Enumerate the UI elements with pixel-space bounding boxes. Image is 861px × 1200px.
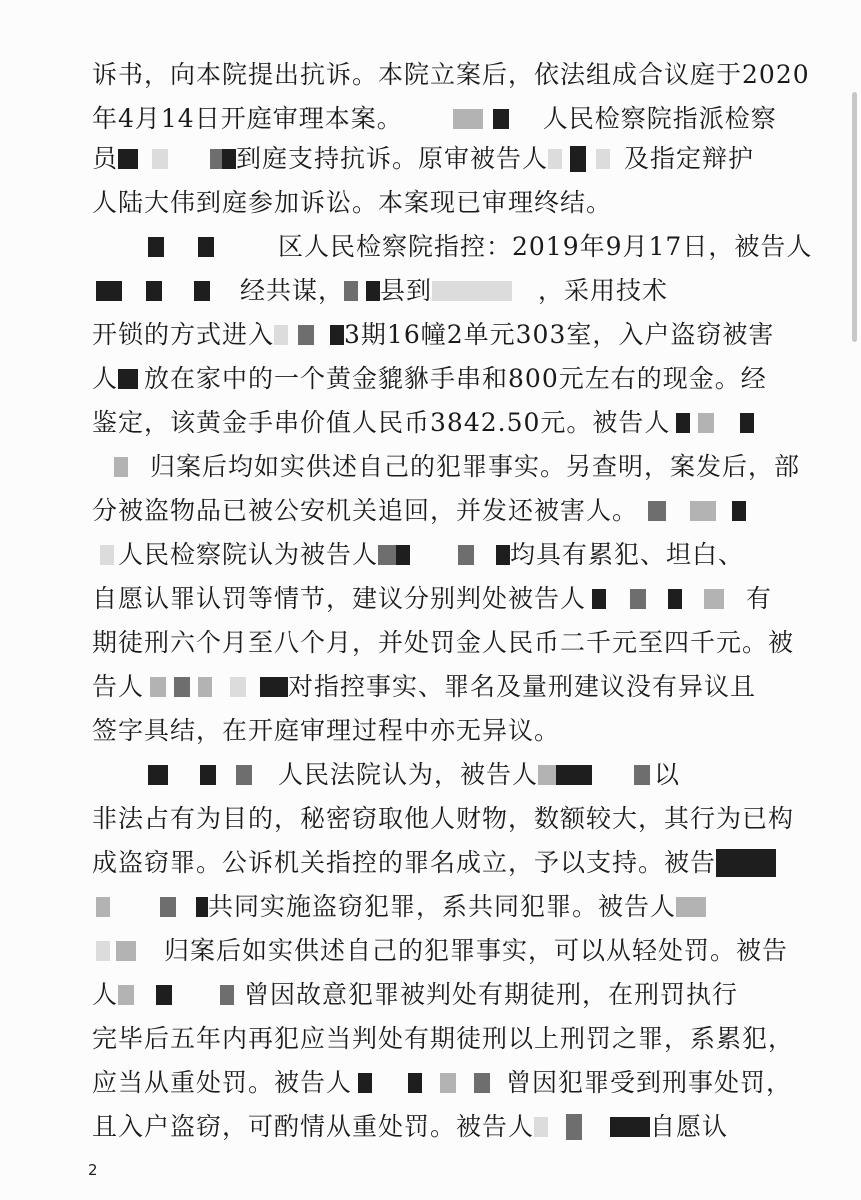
redaction-mark	[146, 281, 162, 301]
redaction-mark	[198, 677, 212, 697]
text-line	[92, 140, 754, 178]
redaction-mark	[344, 281, 358, 301]
redaction-mark	[260, 677, 288, 697]
text-segment: 开锁的方式进入	[92, 320, 275, 349]
text-segment: 非法占有为目的，秘密窃取他人财物，数额较大，其行为已构	[92, 804, 795, 833]
text-line	[148, 228, 812, 266]
text-segment: 归案后如实供述自己的犯罪事实，可以从轻处罚。被告	[164, 936, 789, 965]
redaction-mark	[690, 501, 716, 521]
redaction-mark	[704, 589, 724, 609]
text-segment: 人民检察院认为被告人	[118, 540, 379, 569]
redaction-mark	[358, 1073, 372, 1093]
text-segment: 员	[92, 144, 119, 173]
text-line	[96, 888, 706, 926]
redaction-mark	[566, 1114, 582, 1140]
redaction-mark	[152, 149, 168, 169]
text-line	[96, 932, 788, 970]
text-segment: 人	[92, 980, 119, 1009]
text-segment: 对指控事实、罪名及量刑建议没有异议且	[288, 672, 757, 701]
redaction-mark	[732, 501, 746, 521]
text-segment: 县到	[380, 276, 433, 305]
redaction-mark	[440, 1073, 456, 1093]
redaction-mark	[630, 589, 646, 609]
redaction-mark	[556, 765, 592, 785]
text-line	[92, 844, 776, 882]
text-segment: 成盗窃罪。公诉机关指控的罪名成立，予以支持。被告	[92, 848, 717, 877]
text-segment: 归案后均如实供述自己的犯罪事实。另查明，案发后，部	[150, 452, 801, 481]
text-segment: 曾因犯罪受到刑事处罚，	[506, 1068, 793, 1097]
redaction-mark	[634, 765, 650, 785]
text-segment: 完毕后五年内再犯应当判处有期徒刑以上刑罚之罪，系累犯，	[92, 1024, 795, 1053]
redaction-mark	[548, 149, 562, 169]
redaction-mark	[298, 325, 314, 345]
text-segment: 且入户盗窃，可酌情从重处罚。被告人	[92, 1112, 535, 1141]
text-line	[92, 712, 560, 750]
redaction-mark	[534, 1117, 548, 1137]
redaction-mark	[716, 849, 776, 877]
redaction-mark	[648, 501, 666, 521]
text-segment: 分被盗物品已被公安机关追回，并发还被害人。	[92, 496, 639, 525]
redaction-mark	[698, 413, 714, 433]
redaction-mark	[96, 941, 110, 961]
redaction-mark	[570, 146, 586, 172]
text-line	[92, 404, 754, 442]
redaction-mark	[453, 109, 483, 129]
redaction-mark	[198, 237, 214, 257]
redaction-mark	[118, 369, 138, 389]
text-line	[148, 756, 680, 794]
text-segment: 人民法院认为，被告人	[278, 760, 539, 789]
text-line	[92, 1064, 792, 1102]
redaction-mark	[676, 413, 690, 433]
text-segment: 曾因故意犯罪被判处有期徒刑，在刑罚执行	[244, 980, 739, 1009]
redaction-mark	[210, 149, 222, 169]
redaction-mark	[118, 985, 134, 1005]
text-segment: 经共谋，	[240, 276, 345, 305]
redaction-mark	[220, 985, 234, 1005]
text-line	[92, 1020, 794, 1058]
redaction-mark	[496, 545, 510, 565]
text-line	[114, 448, 800, 486]
text-segment: 3期16幢2单元303室，入户盗窃被害	[344, 320, 775, 349]
redaction-mark	[96, 897, 110, 917]
redaction-mark	[493, 109, 509, 129]
text-segment: ，采用技术	[538, 276, 669, 305]
redaction-mark	[194, 281, 210, 301]
text-line	[100, 536, 744, 574]
redaction-mark	[150, 677, 166, 697]
redaction-mark	[222, 149, 236, 169]
text-segment: 人	[92, 364, 119, 393]
text-segment: 区人民检察院指控：2019年9月17日，被告人	[278, 232, 813, 261]
redaction-mark	[196, 897, 208, 917]
redaction-mark	[408, 1073, 422, 1093]
page-number: 2	[88, 1161, 98, 1179]
text-segment: 及指定辩护	[624, 144, 755, 173]
text-line	[92, 316, 774, 354]
redaction-mark	[96, 281, 122, 301]
redaction-mark	[458, 545, 474, 565]
redaction-mark	[118, 149, 138, 169]
text-line	[92, 624, 794, 662]
text-segment: 均具有累犯、坦白、	[510, 540, 745, 569]
text-line	[92, 492, 746, 530]
text-segment: 自愿认	[650, 1112, 729, 1141]
redaction-mark	[148, 237, 164, 257]
redaction-mark	[676, 897, 706, 917]
redaction-mark	[236, 765, 252, 785]
text-line	[92, 976, 738, 1014]
redaction-mark	[200, 765, 216, 785]
text-segment: 诉书，向本院提出抗诉。本院立案后，依法组成合议庭于2020	[92, 60, 810, 89]
redaction-mark	[148, 765, 168, 785]
redaction-mark	[396, 545, 410, 565]
text-segment: 放在家中的一个黄金貔貅手串和800元左右的现金。经	[144, 364, 767, 393]
text-segment: 人陆大伟到庭参加诉讼。本案现已审理终结。	[92, 188, 613, 217]
redaction-mark	[592, 589, 606, 609]
redaction-mark	[230, 677, 246, 697]
text-line	[92, 360, 767, 398]
text-segment: 到庭支持抗诉。原审被告人	[236, 144, 549, 173]
redaction-mark	[538, 765, 556, 785]
redaction-mark	[100, 545, 114, 565]
redaction-mark	[274, 325, 288, 345]
text-segment: 以	[654, 760, 681, 789]
redaction-mark	[174, 677, 190, 697]
text-segment: 自愿认罪认罚等情节，建议分别判处被告人	[92, 584, 587, 613]
text-line	[92, 100, 777, 138]
text-segment: 共同实施盗窃犯罪，系共同犯罪。被告人	[208, 892, 677, 921]
text-line	[92, 668, 756, 706]
redaction-mark	[610, 1117, 650, 1137]
text-segment: 鉴定，该黄金手串价值人民币3842.50元。被告人	[92, 408, 671, 437]
redaction-mark	[116, 941, 136, 961]
redaction-mark	[330, 325, 344, 345]
text-line	[96, 272, 668, 310]
redaction-mark	[668, 589, 682, 609]
redaction-mark	[114, 457, 128, 477]
text-line	[92, 56, 810, 94]
text-line	[92, 800, 794, 838]
text-segment: 期徒刑六个月至八个月，并处罚金人民币二千元至四千元。被	[92, 628, 795, 657]
text-segment: 应当从重处罚。被告人	[92, 1068, 353, 1097]
text-segment: 人民检察院指派检察	[542, 104, 777, 133]
scrollbar[interactable]	[852, 92, 857, 342]
text-segment: 有	[746, 584, 773, 613]
redaction-mark	[156, 985, 172, 1005]
redaction-mark	[740, 413, 754, 433]
redaction-mark	[432, 281, 512, 301]
text-line	[92, 184, 612, 222]
redaction-mark	[474, 1073, 490, 1093]
text-segment: 签字具结，在开庭审理过程中亦无异议。	[92, 716, 561, 745]
text-line	[92, 1108, 728, 1146]
redaction-mark	[160, 897, 176, 917]
text-segment: 年4月14日开庭审理本案。	[92, 104, 403, 133]
text-line	[92, 580, 772, 618]
text-segment: 告人	[92, 672, 145, 701]
redaction-mark	[596, 149, 610, 169]
redaction-mark	[366, 281, 380, 301]
redaction-mark	[378, 545, 396, 565]
